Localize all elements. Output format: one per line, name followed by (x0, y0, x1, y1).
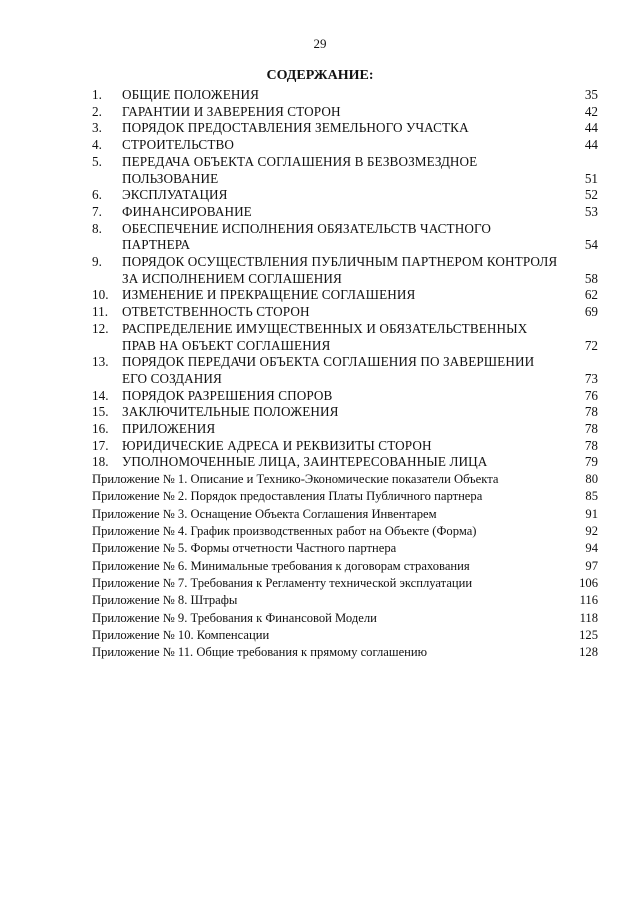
toc-section-row (92, 354, 598, 387)
toc-section-title: ПОРЯДОК ПЕРЕДАЧИ ОБЪЕКТА СОГЛАШЕНИЯ ПО ЗАВЕРШЕНИИ ЕГО СОЗДАНИЯ (122, 354, 535, 386)
toc-appendix-row (92, 488, 598, 505)
toc-section-number: 18. (92, 454, 109, 470)
toc-section-number: 3. (92, 120, 102, 136)
table-of-contents (92, 87, 598, 661)
toc-appendix-title: Приложение № 2. Порядок предоставления Платы Публичного партнера (92, 489, 483, 504)
toc-section-row (92, 154, 598, 187)
toc-appendix-title: Приложение № 10. Компенсации (92, 627, 270, 642)
toc-section-row (92, 104, 598, 121)
toc-section-title: УПОЛНОМОЧЕННЫЕ ЛИЦА, ЗАИНТЕРЕСОВАННЫЕ ЛИЦА (122, 454, 488, 470)
toc-section-title: ПЕРЕДАЧА ОБЪЕКТА СОГЛАШЕНИЯ В БЕЗВОЗМЕЗДНОЕ ПОЛЬЗОВАНИЕ (122, 153, 478, 186)
toc-section-title: ФИНАНСИРОВАНИЕ (122, 203, 252, 219)
toc-section-title: ПОРЯДОК ПРЕДОСТАВЛЕНИЯ ЗЕМЕЛЬНОГО УЧАСТКА (122, 120, 469, 136)
toc-appendix-page: 92 (585, 524, 598, 539)
toc-appendix-row (92, 506, 598, 523)
toc-section-row (92, 388, 598, 405)
page-number: 29 (313, 36, 327, 51)
toc-section-page: 73 (584, 370, 598, 386)
toc-title: СОДЕРЖАНИЕ: (266, 68, 374, 83)
toc-section-number: 13. (92, 354, 109, 370)
toc-section-page: 58 (584, 270, 598, 286)
toc-appendix-title: Приложение № 7. Требования к Регламенту технической эксплуатации (92, 575, 473, 590)
toc-section-page: 69 (584, 304, 598, 320)
toc-section-title: ЭКСПЛУАТАЦИЯ (122, 187, 228, 203)
toc-section-title: ОБЕСПЕЧЕНИЕ ИСПОЛНЕНИЯ ОБЯЗАТЕЛЬСТВ ЧАСТНОГО ПАРТНЕРА (122, 220, 491, 253)
toc-section-page: 78 (584, 437, 598, 453)
toc-appendix-page: 85 (585, 489, 598, 504)
toc-section-row (92, 187, 598, 204)
toc-appendix-title: Приложение № 9. Требования к Финансовой Модели (92, 610, 377, 625)
toc-section-number: 12. (92, 320, 109, 336)
toc-section-title: ИЗМЕНЕНИЕ И ПРЕКРАЩЕНИЕ СОГЛАШЕНИЯ (122, 287, 416, 303)
toc-section-row (92, 438, 598, 455)
toc-appendix-title: Приложение № 8. Штрафы (92, 593, 238, 608)
toc-section-row (92, 304, 598, 321)
toc-section-page: 54 (584, 237, 598, 253)
toc-section-row (92, 254, 598, 287)
toc-appendix-row (92, 471, 598, 488)
toc-section-row (92, 321, 598, 354)
toc-section-page: 35 (584, 87, 598, 102)
toc-appendix-title: Приложение № 6. Минимальные требования к договорам страхования (92, 558, 470, 573)
toc-appendix-row (92, 610, 598, 627)
toc-section-row (92, 287, 598, 304)
toc-appendix-page: 94 (585, 541, 598, 556)
toc-appendix-title: Приложение № 4. График производственных работ на Объекте (Форма) (92, 524, 477, 539)
toc-section-number: 9. (92, 254, 102, 270)
toc-section-number: 7. (92, 203, 102, 219)
toc-section-page: 72 (584, 337, 598, 353)
toc-appendix-title: Приложение № 5. Формы отчетности Частного партнера (92, 541, 397, 556)
toc-section-title: ГАРАНТИИ И ЗАВЕРЕНИЯ СТОРОН (122, 103, 341, 119)
toc-appendix-row (92, 644, 598, 661)
toc-section-page: 51 (584, 170, 598, 186)
toc-section-number: 8. (92, 220, 102, 236)
toc-section-title: ПОРЯДОК ОСУЩЕСТВЛЕНИЯ ПУБЛИЧНЫМ ПАРТНЕРОМ КОНТРОЛЯ ЗА ИСПОЛНЕНИЕМ СОГЛАШЕНИЯ (122, 254, 558, 286)
toc-section-number: 5. (92, 153, 102, 169)
toc-section-number: 2. (92, 103, 102, 119)
toc-section-row (92, 221, 598, 254)
toc-section-row (92, 120, 598, 137)
toc-section-page: 44 (584, 120, 598, 136)
toc-section-title: СТРОИТЕЛЬСТВО (122, 137, 234, 153)
toc-section-page: 52 (584, 187, 598, 203)
toc-section-title: ПОРЯДОК РАЗРЕШЕНИЯ СПОРОВ (122, 387, 333, 403)
toc-appendix-page: 116 (579, 593, 598, 608)
toc-appendix-page: 80 (585, 472, 598, 487)
toc-section-title: РАСПРЕДЕЛЕНИЕ ИМУЩЕСТВЕННЫХ И ОБЯЗАТЕЛЬСТВЕННЫХ ПРАВ НА ОБЪЕКТ СОГЛАШЕНИЯ (122, 320, 528, 353)
toc-section-page: 53 (584, 203, 598, 219)
toc-section-row (92, 421, 598, 438)
toc-appendix-title: Приложение № 11. Общие требования к прямому соглашению (92, 645, 428, 660)
toc-section-row (92, 454, 598, 471)
toc-section-number: 11. (92, 304, 108, 320)
toc-section-page: 62 (584, 287, 598, 303)
toc-appendix-row (92, 575, 598, 592)
toc-section-number: 6. (92, 187, 102, 203)
toc-section-row (92, 137, 598, 154)
toc-appendix-page: 118 (579, 610, 598, 625)
toc-appendix-page: 97 (585, 558, 598, 573)
toc-section-number: 17. (92, 437, 109, 453)
toc-appendix-row (92, 558, 598, 575)
toc-appendix-row (92, 540, 598, 557)
toc-section-title: ЮРИДИЧЕСКИЕ АДРЕСА И РЕКВИЗИТЫ СТОРОН (122, 437, 432, 453)
toc-section-page: 76 (584, 387, 598, 403)
toc-appendix-page: 91 (585, 506, 598, 521)
toc-appendix-page: 106 (579, 575, 598, 590)
toc-section-page: 78 (584, 421, 598, 437)
toc-section-row (92, 87, 598, 104)
toc-section-row (92, 404, 598, 421)
toc-section-title: ЗАКЛЮЧИТЕЛЬНЫЕ ПОЛОЖЕНИЯ (122, 404, 339, 420)
toc-appendix-title: Приложение № 3. Оснащение Объекта Соглашения Инвентарем (92, 506, 437, 521)
toc-section-page: 42 (584, 103, 598, 119)
toc-section-number: 16. (92, 421, 109, 437)
toc-appendix-page: 125 (579, 627, 598, 642)
toc-appendix-row (92, 592, 598, 609)
toc-section-row (92, 204, 598, 221)
toc-section-page: 78 (584, 404, 598, 420)
toc-section-number: 4. (92, 137, 102, 153)
toc-appendix-title: Приложение № 1. Описание и Технико-Экономические показатели Объекта (92, 472, 499, 487)
toc-section-title: ОТВЕТСТВЕННОСТЬ СТОРОН (122, 304, 310, 320)
toc-section-number: 14. (92, 387, 109, 403)
toc-section-title: ОБЩИЕ ПОЛОЖЕНИЯ (122, 87, 260, 102)
toc-section-title: ПРИЛОЖЕНИЯ (122, 421, 216, 437)
toc-section-page: 44 (584, 137, 598, 153)
toc-section-number: 10. (92, 287, 109, 303)
toc-appendix-row (92, 627, 598, 644)
toc-appendix-row (92, 523, 598, 540)
toc-appendix-page: 128 (579, 645, 598, 660)
toc-section-number: 15. (92, 404, 109, 420)
toc-section-number: 1. (92, 87, 102, 102)
toc-section-page: 79 (584, 454, 598, 470)
